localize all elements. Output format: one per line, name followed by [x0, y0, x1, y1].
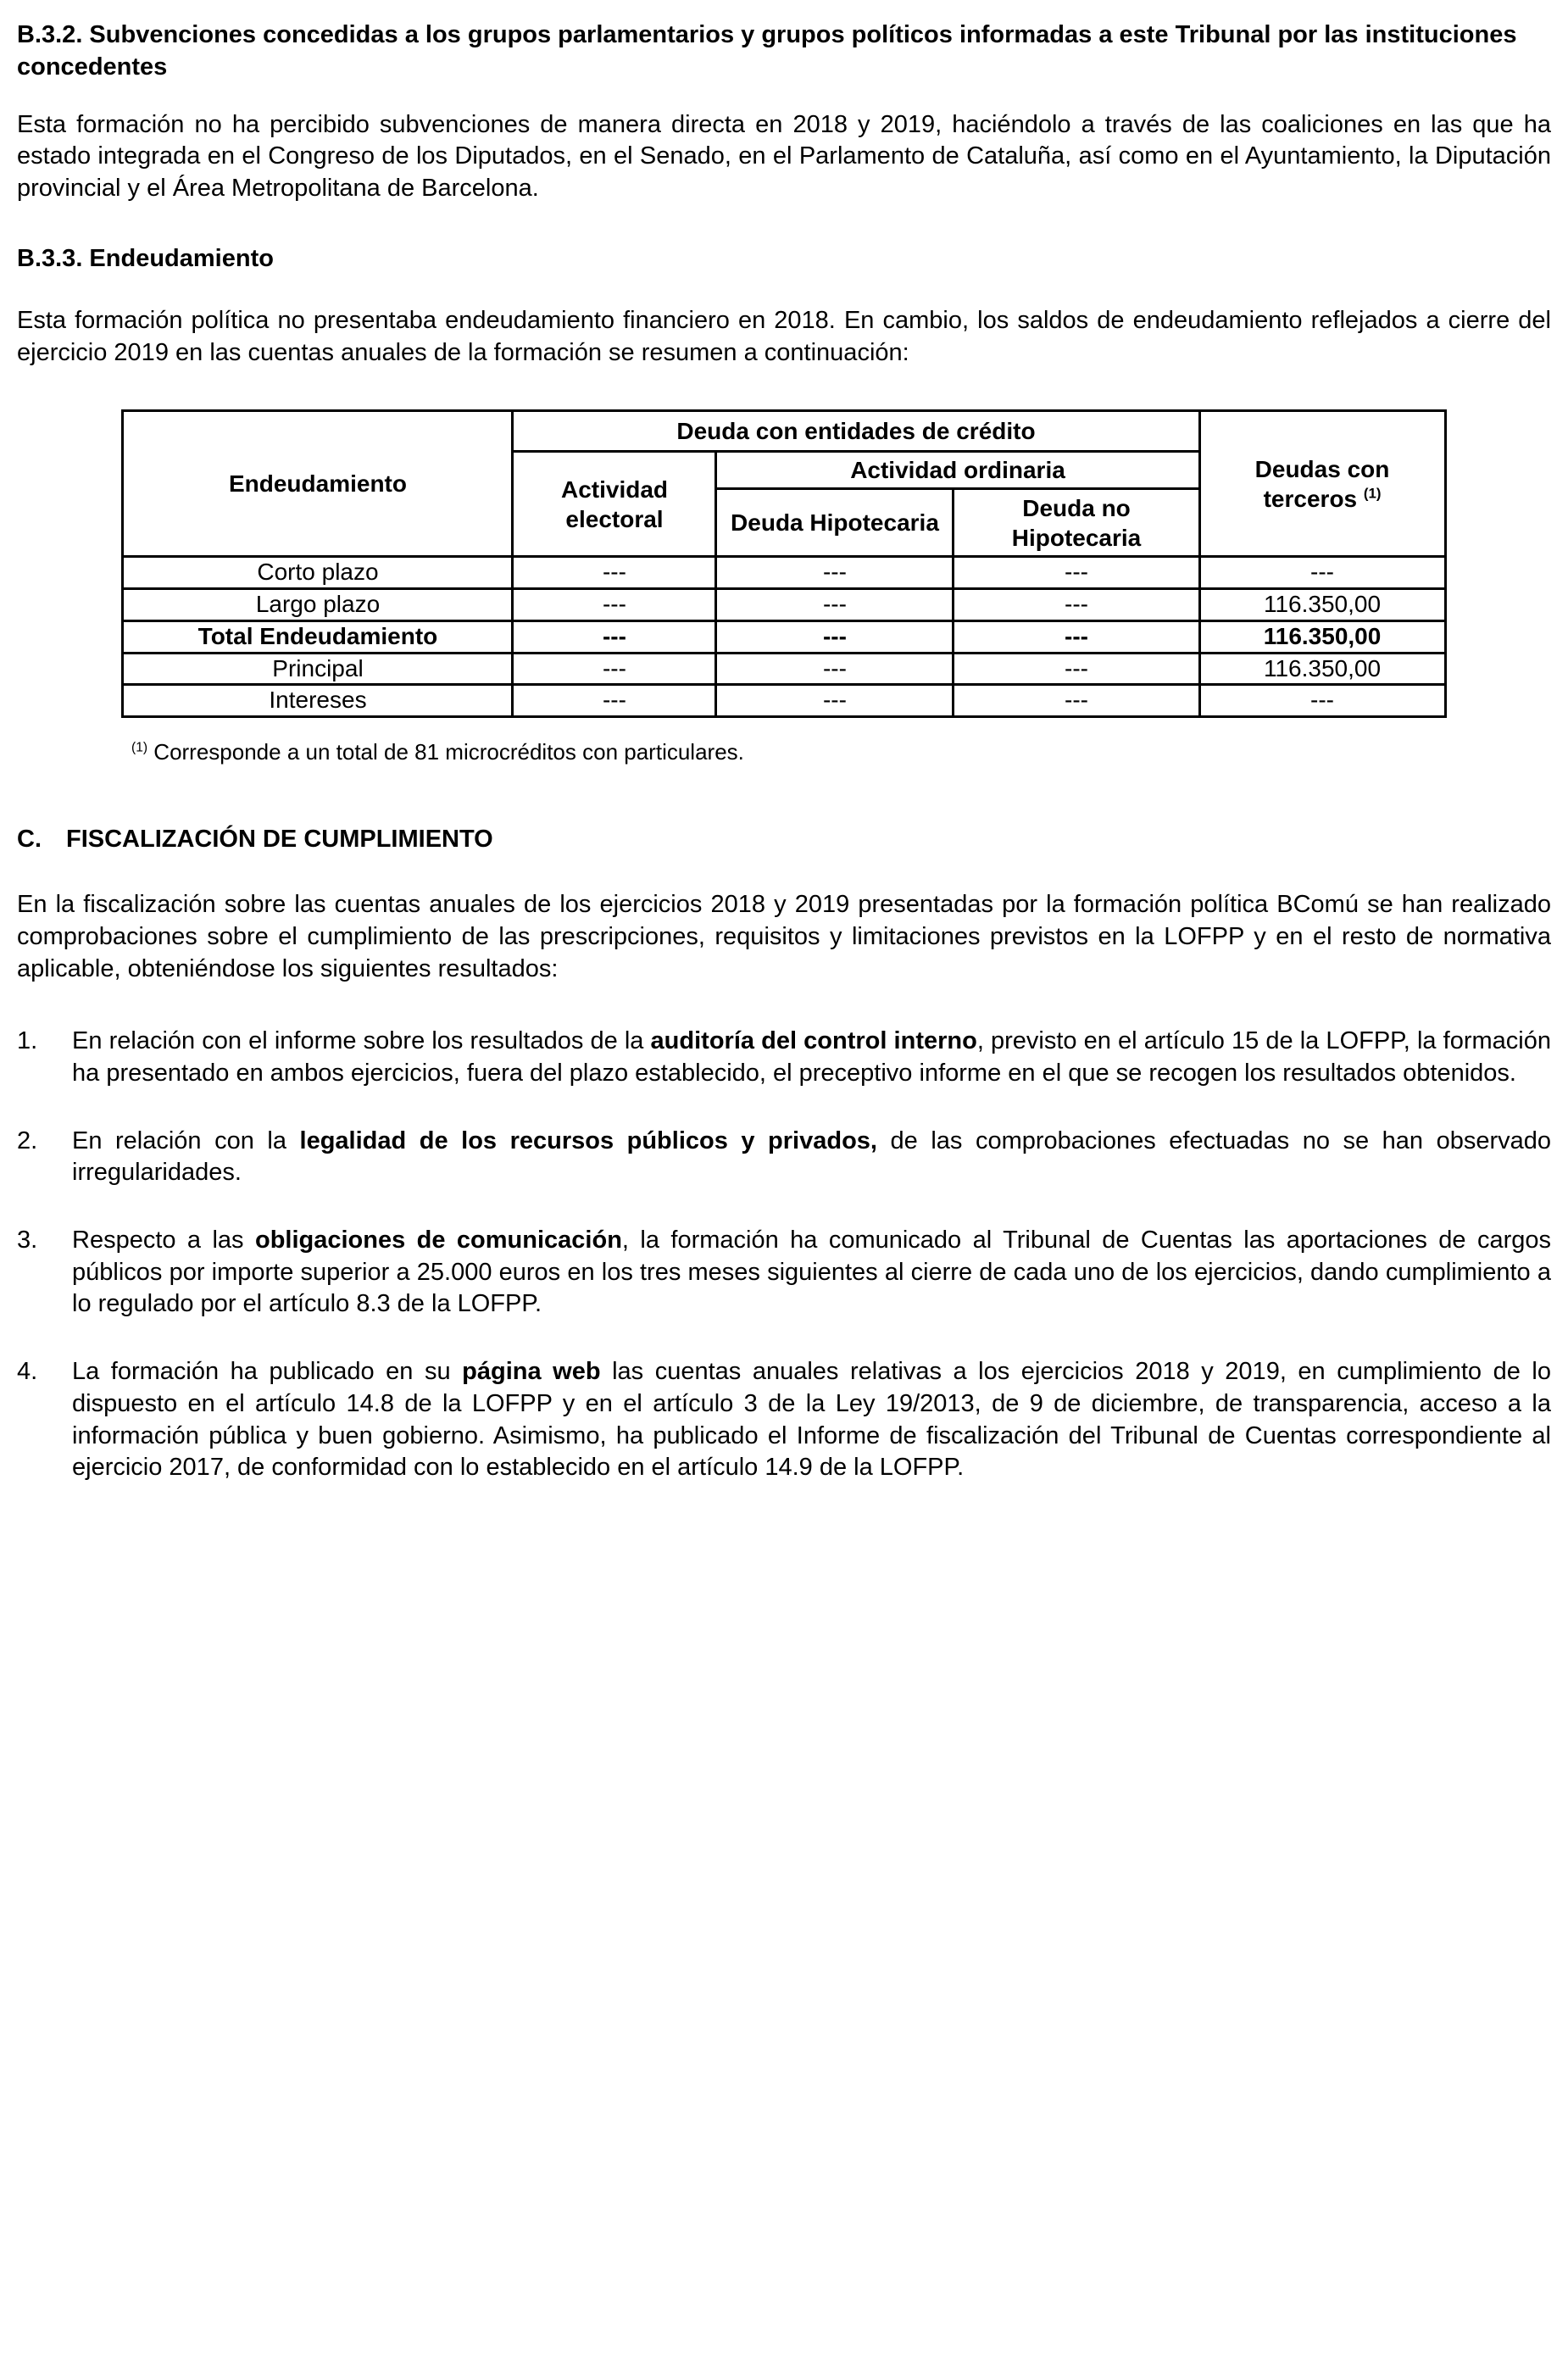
- table-cell: ---: [513, 557, 716, 589]
- list-item-number: 4.: [17, 1358, 38, 1386]
- heading-c-text: FISCALIZACIÓN DE CUMPLIMIENTO: [66, 826, 493, 854]
- row-label: Largo plazo: [123, 589, 513, 621]
- table-header-row-1: [123, 411, 1445, 452]
- list-item-text: En relación con el informe sobre los resultados de la auditoría del control interno, previsto en el artículo 15 de la LOFPP, la formación ha presentado en ambos ejercicios, fuera del plazo establecido, el preceptivo informe en el que se recogen los resultados obtenidos.: [72, 1027, 1551, 1087]
- row-label: Principal: [123, 653, 513, 685]
- table-cell: 116.350,00: [1199, 653, 1445, 685]
- table-cell: ---: [513, 653, 716, 685]
- table-row: [123, 620, 1445, 653]
- list-item: [17, 1356, 1551, 1484]
- list-item: [17, 1126, 1551, 1189]
- document-page: [17, 19, 1551, 1484]
- table-cell: ---: [954, 589, 1199, 621]
- heading-c-number: C.: [17, 826, 42, 854]
- row-label: Intereses: [123, 685, 513, 717]
- col-header-actividad-electoral: Actividad electoral: [513, 452, 716, 557]
- table-footnote: [131, 738, 1551, 767]
- table-cell: ---: [716, 589, 954, 621]
- table-row: [123, 653, 1445, 685]
- table-cell: ---: [716, 557, 954, 589]
- col-header-deuda-hipotecaria: Deuda Hipotecaria: [716, 489, 954, 557]
- debt-table: [121, 409, 1446, 718]
- deudas-con-terceros-label: Deudas con terceros: [1254, 455, 1390, 512]
- list-item-text: En relación con la legalidad de los recursos públicos y privados, de las comprobaciones efectuadas no se han observado irregularidades.: [72, 1126, 1552, 1187]
- list-item: [17, 1026, 1551, 1089]
- table-cell: ---: [513, 685, 716, 717]
- table-cell: ---: [954, 620, 1199, 653]
- table-cell: ---: [716, 653, 954, 685]
- paragraph-c-intro: En la fiscalización sobre las cuentas anuales de los ejercicios 2018 y 2019 presentadas por la formación política BComú se han realizado comprobaciones sobre el cumplimiento de las prescripciones, requisitos y limitaciones previstos en la LOFPP y en el resto de normativa aplicable, obteniéndose los siguientes resultados:: [17, 891, 1551, 982]
- table-cell: ---: [513, 620, 716, 653]
- footnote-text: Corresponde a un total de 81 microcréditos con particulares.: [147, 739, 744, 765]
- list-item-number: 3.: [17, 1227, 38, 1254]
- list-item-text: La formación ha publicado en su página web las cuentas anuales relativas a los ejercicios 2018 y 2019, en cumplimiento de lo dispuesto en el artículo 14.8 de la LOFPP y en el artículo 3 de la Ley 19/2013, de 9 de diciembre, de transparencia, acceso a la información pública y buen gobierno. Asimismo, ha publicado el Informe de fiscalización del Tribunal de Cuentas correspondiente al ejercicio 2017, de conformidad con lo establecido en el artículo 14.9 de la LOFPP.: [72, 1358, 1551, 1482]
- table-row: [123, 589, 1445, 621]
- list-item-number: 2.: [17, 1126, 38, 1154]
- row-label: Total Endeudamiento: [123, 620, 513, 653]
- row-label: Corto plazo: [123, 557, 513, 589]
- heading-c: [17, 823, 1551, 855]
- heading-b33: B.3.3. Endeudamiento: [17, 244, 274, 272]
- table-cell: 116.350,00: [1199, 620, 1445, 653]
- table-cell: ---: [954, 557, 1199, 589]
- table-cell: ---: [1199, 557, 1445, 589]
- heading-b32: B.3.2. Subvenciones concedidas a los grupos parlamentarios y grupos políticos informadas a este Tribunal por las instituciones concedentes: [17, 21, 1517, 81]
- list-item: [17, 1225, 1551, 1321]
- col-header-deudas-con-terceros: [1199, 411, 1445, 557]
- col-header-deuda-no-hipotecaria: Deuda no Hipotecaria: [954, 489, 1199, 557]
- table-cell: 116.350,00: [1199, 589, 1445, 621]
- footnote-marker: (1): [131, 740, 148, 755]
- col-header-actividad-ordinaria: Actividad ordinaria: [716, 452, 1199, 489]
- table-cell: ---: [954, 653, 1199, 685]
- list-item-text: Respecto a las obligaciones de comunicación, la formación ha comunicado al Tribunal de Cuentas las aportaciones de cargos públicos por importe superior a 25.000 euros en los tres meses siguientes al cierre de cada uno de los ejercicios, dando cumplimiento a lo regulado por el artículo 8.3 de la LOFPP.: [72, 1227, 1551, 1318]
- footnote-ref-1: (1): [1363, 485, 1382, 502]
- table-cell: ---: [716, 685, 954, 717]
- table-cell: ---: [716, 620, 954, 653]
- paragraph-b32: Esta formación no ha percibido subvenciones de manera directa en 2018 y 2019, haciéndolo a través de las coaliciones en las que ha estado integrada en el Congreso de los Diputados, en el Senado, en el Parlamento de Cataluña, así como en el Ayuntamiento, la Diputación provincial y el Área Metropolitana de Barcelona.: [17, 110, 1551, 202]
- col-header-deuda-entidades-credito: Deuda con entidades de crédito: [513, 411, 1199, 452]
- table-cell: ---: [1199, 685, 1445, 717]
- col-header-endeudamiento: Endeudamiento: [123, 411, 513, 557]
- table-row: [123, 685, 1445, 717]
- list-item-number: 1.: [17, 1027, 38, 1055]
- table-row: [123, 557, 1445, 589]
- table-cell: ---: [954, 685, 1199, 717]
- table-cell: ---: [513, 589, 716, 621]
- paragraph-b33: Esta formación política no presentaba endeudamiento financiero en 2018. En cambio, los saldos de endeudamiento reflejados a cierre del ejercicio 2019 en las cuentas anuales de la formación se resumen a continuación:: [17, 306, 1551, 366]
